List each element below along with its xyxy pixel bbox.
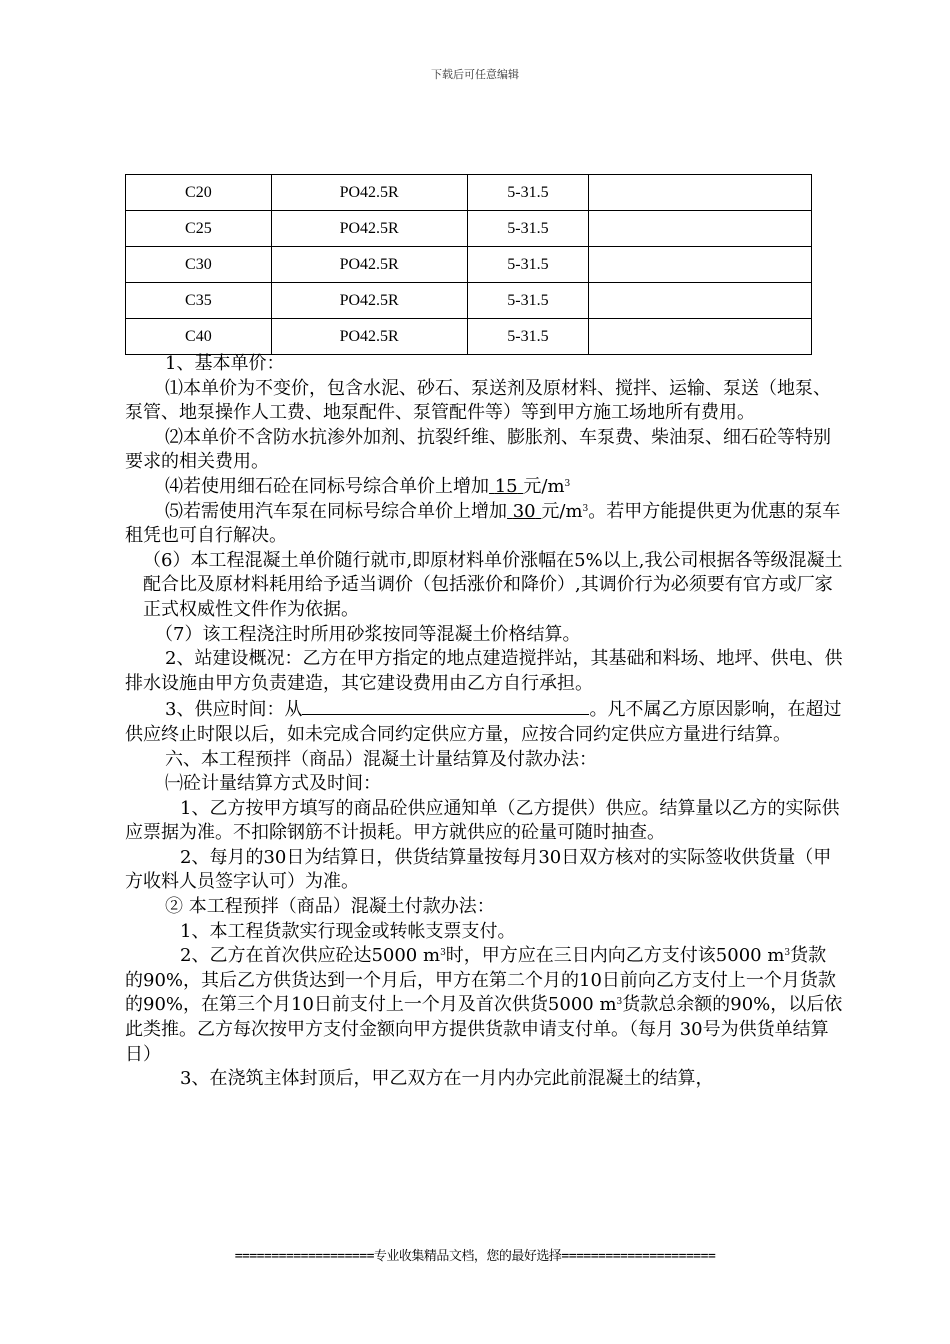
table-cell: PO42.5R <box>271 319 467 355</box>
page-footer: ===================专业收集精品文档，您的最好选择===================== <box>234 1249 716 1264</box>
paragraph-measurement-2: 2、每月的30日为结算日，供货结算量按每月30日双方核对的实际签收供货量（甲方收料人员签字认可）为准。 <box>125 846 832 893</box>
table-cell: PO42.5R <box>271 211 467 247</box>
section-supply-time: 3、供应时间：从 。凡不属乙方原因影响，在超过供应终止时限以后，如未完成合同约定供应方量，应按合同约定供应方量进行结算。 <box>125 696 843 747</box>
table-row <box>126 211 812 247</box>
section-six-title: 六、本工程预拌（商品）混凝土计量结算及付款办法： <box>165 748 597 770</box>
table-cell: PO42.5R <box>271 175 467 211</box>
paragraph-mortar-price: （7）该工程浇注时所用砂浆按同等混凝土价格结算。 <box>155 623 581 645</box>
table-cell <box>589 319 812 355</box>
table-row <box>126 319 812 355</box>
table-cell: PO42.5R <box>271 247 467 283</box>
table-cell: C40 <box>126 319 272 355</box>
table-cell: PO42.5R <box>271 283 467 319</box>
fine-stone-surcharge-value: 15 <box>494 475 518 497</box>
table-cell: 5-31.5 <box>467 247 589 283</box>
table-cell: 5-31.5 <box>467 211 589 247</box>
page-header: 下载后可任意编辑 <box>431 68 519 81</box>
paragraph-payment-1: 1、本工程货款实行现金或转帐支票支付。 <box>180 920 516 942</box>
table-cell: 5-31.5 <box>467 319 589 355</box>
table-row <box>126 247 812 283</box>
paragraph-price-adjustment: （6）本工程混凝土单价随行就市,即原材料单价涨幅在5%以上,我公司根据各等级混凝土配合比及原材料耗用给予适当调价（包括涨价和降价）,其调价行为必须要有官方或厂家正式权威性文件作为依据。 <box>143 549 843 620</box>
paragraph-payment-3: 3、在浇筑主体封顶后，甲乙双方在一月内办完此前混凝土的结算， <box>180 1068 714 1090</box>
pump-truck-surcharge-value: 30 <box>512 500 536 522</box>
concrete-spec-table <box>125 174 812 355</box>
table-cell: C25 <box>126 211 272 247</box>
table-cell: C30 <box>126 247 272 283</box>
paragraph-measurement-1: 1、乙方按甲方填写的商品砼供应通知单（乙方提供）供应。结算量以乙方的实际供应票据为准。不扣除钢筋不计损耗。甲方就供应的砼量可随时抽查。 <box>125 797 840 844</box>
table-cell: C35 <box>126 283 272 319</box>
paragraph-price-inclusive: ⑴本单价为不变价，包含水泥、砂石、泵送剂及原材料、搅拌、运输、泵送（地泵、泵管、地泵操作人工费、地泵配件、泵管配件等）等到甲方施工场地所有费用。 <box>125 377 831 424</box>
subsection-payment-title: ② 本工程预拌（商品）混凝土付款办法： <box>165 896 495 918</box>
section-unit-price-title: 1、基本单价： <box>165 353 285 374</box>
table-body <box>126 175 812 355</box>
supply-time-blank <box>302 696 589 715</box>
table-row <box>126 283 812 319</box>
table-cell <box>589 175 812 211</box>
paragraph-pump-truck-surcharge: ⑸若需使用汽车泵在同标号综合单价上增加 30 元$/m^3$。若甲方能提供更为优惠的泵车租凭也可自行解决。 <box>125 500 841 547</box>
paragraph-fine-stone-surcharge: ⑷若使用细石砼在同标号综合单价上增加 15 元$/m^3$ <box>165 475 571 497</box>
paragraph-payment-2: 2、乙方在首次供应砼达5000 $m^3$时，甲方应在三日内向乙方支付该5000 $m^3$货款的90%，其后乙方供货达到一个月后，甲方在第二个月的10日前向乙方支付上一个月货款的90%，在第三个月10日前支付上一个月及首次供货5000 $m^3$货款总余额的90%，以后依此类推。乙方每次按甲方支付金额向甲方提供货款申请支付单。（每月 30号为供货单结算日） <box>125 945 843 1065</box>
section-station-construction: 2、站建设概况：乙方在甲方指定的地点建造搅拌站，其基础和料场、地坪、供电、供排水设施由甲方负责建造，其它建设费用由乙方自行承担。 <box>125 648 843 694</box>
table-cell: 5-31.5 <box>467 175 589 211</box>
table-cell <box>589 211 812 247</box>
paragraph-price-exclusive: ⑵本单价不含防水抗渗外加剂、抗裂纤维、膨胀剂、车泵费、柴油泵、细石砼等特别要求的相关费用。 <box>125 426 831 473</box>
table-cell: C20 <box>126 175 272 211</box>
contract-body <box>125 352 843 1092</box>
table-cell <box>589 247 812 283</box>
table-cell <box>589 283 812 319</box>
subsection-measurement-title: ㈠砼计量结算方式及时间： <box>165 773 381 795</box>
table-cell: 5-31.5 <box>467 283 589 319</box>
table-row <box>126 175 812 211</box>
